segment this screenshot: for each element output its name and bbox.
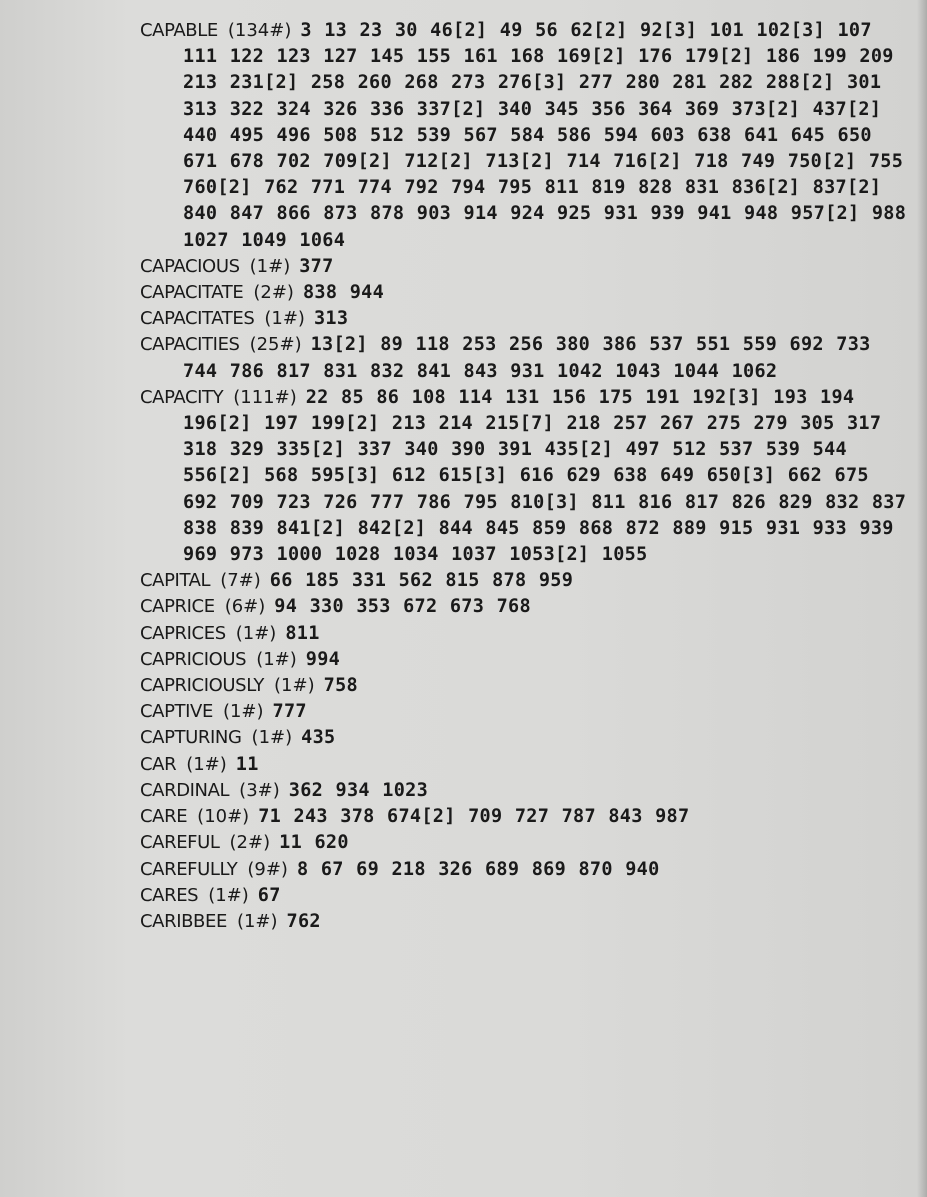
entry-word: CAPACIOUS	[140, 255, 240, 277]
entry-pages: 66 185 331 562 815 878 959	[269, 570, 574, 592]
entry-word: CAPITAL	[140, 570, 211, 592]
entry-pages: 11 620	[279, 832, 349, 854]
entry-pages: 762	[286, 910, 321, 932]
index-entry-capturing	[140, 725, 910, 751]
index-entry-care	[140, 804, 910, 830]
entry-count: (9#)	[247, 858, 288, 880]
entry-word: CAPACITIES	[140, 334, 240, 356]
entry-count: (1#)	[208, 884, 249, 906]
entry-count: (1#)	[222, 701, 264, 723]
entry-word: CAPACITATES	[140, 308, 255, 330]
entry-word: CAREFULLY	[140, 858, 238, 880]
entry-pages: 758	[323, 675, 358, 697]
entry-word: CAPRICE	[140, 596, 215, 618]
entry-count: (6#)	[224, 596, 266, 618]
entry-pages: 8 67 69 218 326 689 869 870 940	[296, 858, 660, 880]
index-entry-careful	[140, 830, 910, 856]
entry-word: CARES	[140, 884, 199, 906]
page-edge-shadow	[917, 0, 927, 1197]
index-entry-capacious	[140, 254, 910, 280]
entry-count: (3#)	[239, 779, 280, 801]
concordance-index	[140, 18, 910, 935]
index-entry-capricious	[140, 647, 910, 673]
entry-count: (2#)	[229, 832, 271, 854]
entry-count: (7#)	[220, 570, 261, 592]
entry-count: (1#)	[251, 727, 293, 749]
entry-count: (1#)	[249, 255, 291, 277]
entry-word: CAPTURING	[140, 727, 242, 749]
entry-pages: 838 944	[302, 282, 385, 304]
entry-word: CAPRICES	[140, 622, 226, 644]
entry-count: (1#)	[264, 308, 305, 330]
entry-word: CARDINAL	[140, 779, 230, 801]
index-entry-capacitates	[140, 306, 910, 332]
entry-count: (25#)	[249, 334, 302, 356]
index-entry-capital	[140, 568, 910, 594]
entry-word: CAPRICIOUSLY	[140, 675, 265, 697]
entry-pages: 811	[285, 622, 320, 644]
entry-pages: 377	[299, 255, 334, 277]
index-entry-car	[140, 752, 910, 778]
entry-count: (1#)	[235, 622, 277, 644]
entry-count: (1#)	[256, 648, 297, 670]
entry-word: CAREFUL	[140, 832, 220, 854]
entry-count: (10#)	[197, 806, 250, 828]
entry-word: CARIBBEE	[140, 910, 227, 932]
index-entry-capacity	[140, 385, 910, 568]
index-entry-captive	[140, 699, 910, 725]
index-entry-capacities	[140, 332, 910, 384]
index-entry-capable	[140, 18, 910, 254]
entry-word: CAPACITY	[140, 386, 224, 408]
index-entry-caribbee	[140, 909, 910, 935]
entry-word: CAPABLE	[140, 20, 218, 41]
entry-pages: 777	[272, 701, 307, 723]
entry-pages: 94 330 353 672 673 768	[274, 596, 531, 618]
entry-pages: 67	[257, 884, 281, 906]
entry-word: CAPACITATE	[140, 282, 244, 304]
entry-pages: 71 243 378 674[2] 709 727 787 843 987	[258, 806, 690, 828]
entry-pages: 362 934 1023	[288, 779, 429, 801]
entry-pages: 994	[305, 648, 341, 670]
entry-pages: 435	[301, 727, 336, 749]
entry-pages: 13[2] 89 118 253 256 380 386 537 551 559 692 733 744 786 817 831 832 841 843 931 1042 1043 1044 1062	[183, 334, 871, 382]
entry-count: (1#)	[274, 675, 315, 697]
entry-count: (1#)	[186, 753, 227, 775]
entry-count: (111#)	[233, 386, 297, 408]
entry-count: (1#)	[236, 910, 278, 932]
index-entry-capriciously	[140, 673, 910, 699]
index-entry-caprices	[140, 621, 910, 647]
entry-word: CARE	[140, 806, 188, 828]
index-entry-cares	[140, 883, 910, 909]
index-entry-capacitate	[140, 280, 910, 306]
entry-pages: 3 13 23 30 46[2] 49 56 62[2] 92[3] 101 102[3] 107 111 122 123 127 145 155 161 168 169[2] 176 179[2] 186 199 209 213 231[2] 258 260 268 273 276[3] 277 280 281 282 288[2] 301 313 322 324 326 336 337[2] 340 345 356 364 369 373[2] 437[2] 440 495 496 508 512 539 567 584 586 594 603 638 641 645 650 671 678 702 709[2] 712[2] 713[2] 714 716[2] 718 749 750[2] 755 760[2] 762 771 774 792 794 795 811 819 828 831 836[2] 837[2] 840 847 866 873 878 903 914 924 925 931 939 941 948 957[2] 988 1027 1049 1064	[183, 20, 907, 251]
entry-pages: 22 85 86 108 114 131 156 175 191 192[3] 193 194 196[2] 197 199[2] 213 214 215[7] 218 257 267 275 279 305 317 318 329 335[2] 337 340 390 391 435[2] 497 512 537 539 544 556[2] 568 595[3] 612 615[3] 616 629 638 649 650[3] 662 675 692 709 723 726 777 786 795 810[3] 811 816 817 826 829 832 837 838 839 841[2] 842[2] 844 845 859 868 872 889 915 931 933 939 969 973 1000 1028 1034 1037 1053[2] 1055	[183, 386, 907, 566]
index-entry-carefully	[140, 857, 910, 883]
index-entry-cardinal	[140, 778, 910, 804]
index-entry-caprice	[140, 594, 910, 620]
entry-word: CAPTIVE	[140, 701, 213, 723]
entry-count: (134#)	[227, 20, 292, 41]
entry-word: CAPRICIOUS	[140, 648, 247, 670]
entry-pages: 313	[313, 308, 349, 330]
entry-count: (2#)	[253, 282, 294, 304]
entry-word: CAR	[140, 753, 177, 775]
entry-pages: 11	[235, 753, 259, 775]
